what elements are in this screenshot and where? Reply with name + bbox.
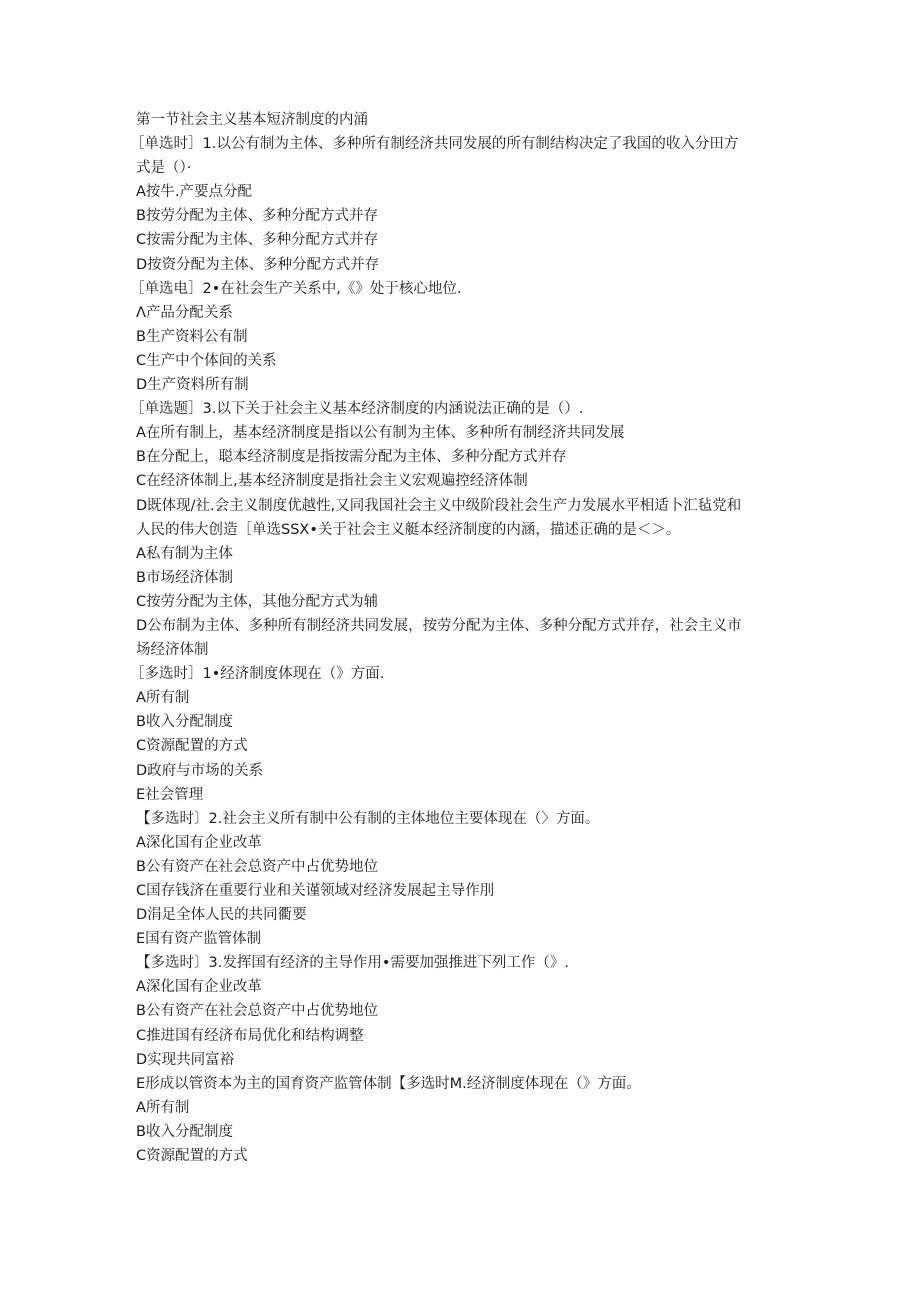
option-line: B生产资料公有制 [136, 328, 248, 345]
option-line: D公布制为主体、多种所有制经济共同发展，按劳分配为主体、多种分配方式并存，社会主义市 [136, 617, 742, 634]
option-line: A所有制 [136, 1099, 190, 1116]
question-line: 【多选时〕2.社会主义所有制中公有制的主体地位主要体现在（〉方面。 [136, 810, 600, 827]
option-line: E形成以管资本为主的国育资产监管体制【多选时M.经济制度体现在（》方面。 [136, 1075, 641, 1092]
question-line: ［多选时］1•经济制度体现在（》方面. [130, 666, 385, 683]
question-line: ［单选电］2•在社会生产关系中,《》处于核心地位. [130, 280, 462, 297]
option-line: B按劳分配为主体、多种分配方式并存 [136, 208, 378, 225]
question-line: 式是（）· [136, 160, 192, 177]
option-line: C生产中个体间的关系 [136, 352, 277, 369]
option-line: Λ产品分配关系 [136, 304, 233, 321]
option-line: A所有制 [136, 690, 190, 707]
option-line: C按劳分配为主体，其他分配方式为辅 [136, 593, 379, 610]
option-line: 人民的伟大创造［单选SSX•关于社会主义艇本经济制度的内涵，描述正确的是＜＞。 [136, 521, 681, 538]
option-line: B收入分配制度 [136, 1123, 233, 1140]
section-title: 第一节社会主义基本短济制度的内涌 [136, 112, 368, 128]
option-line: B市场经济体制 [136, 569, 233, 586]
option-line: A深化国有企业改革 [136, 834, 262, 851]
document-page [130, 108, 786, 1168]
option-line: C按需分配为主体、多种分配方式并存 [136, 232, 379, 249]
question-line: 【多选时〕3.发挥国有经济的主导作用•需要加强推进下列工作（》. [136, 955, 569, 972]
option-line: B公有资产在社会总资产中占优势地位 [136, 1003, 378, 1020]
option-line: C在经济体制上,基本经济制度是指社会主义宏观遍控经济体制 [136, 473, 528, 490]
option-line: D实现共同富裕 [136, 1051, 235, 1068]
option-line: C推进国有经济布局优化和结构调整 [136, 1027, 364, 1044]
option-line: D按资分配为主体、多种分配方式并存 [136, 256, 380, 273]
option-line: B收入分配制度 [136, 714, 233, 731]
option-line: A按牛.产要点分配 [136, 184, 253, 201]
option-line: D政府与市场的关系 [136, 762, 264, 779]
option-line: A在所有制上，基本经济制度是指以公有制为主体、多种所有制经济共同发展 [136, 425, 625, 442]
option-line: C国存钱济在重要行业和关谨领域对经济发展起主导作刖 [136, 883, 495, 899]
option-line: E国有资产监管体制 [136, 931, 262, 948]
option-line: B公有资产在社会总资产中占优势地位 [136, 858, 378, 875]
option-line: A深化国有企业改革 [136, 979, 262, 996]
option-line: E社会管理 [136, 786, 204, 803]
option-line: D涓足全体人民的共同衢要 [136, 907, 307, 924]
option-line: C资源配置的方式 [136, 1148, 248, 1165]
question-line: ［单选题］3.以下关于社会主义基本经济制度的内涵说法正确的是（）. [130, 401, 584, 418]
option-line: C资源配置的方式 [136, 738, 248, 755]
option-line: D生产资料所有制 [136, 377, 249, 394]
option-line: B在分配上，聪本经济制度是指按需分配为主体、多种分配方式并存 [136, 449, 567, 466]
option-line: D既体现/社.会主义制度优越性,又同我国社会主义中级阶段社会生产力发展水平相适卜汇毡党和 [136, 497, 742, 514]
option-line: A私有制为主体 [136, 545, 233, 562]
question-line: ［单选时］1.以公有制为主体、多种所有制经济共同发展的所有制结构决定了我国的收入分田方 [130, 136, 739, 153]
option-line: 场经济体制 [136, 642, 209, 659]
